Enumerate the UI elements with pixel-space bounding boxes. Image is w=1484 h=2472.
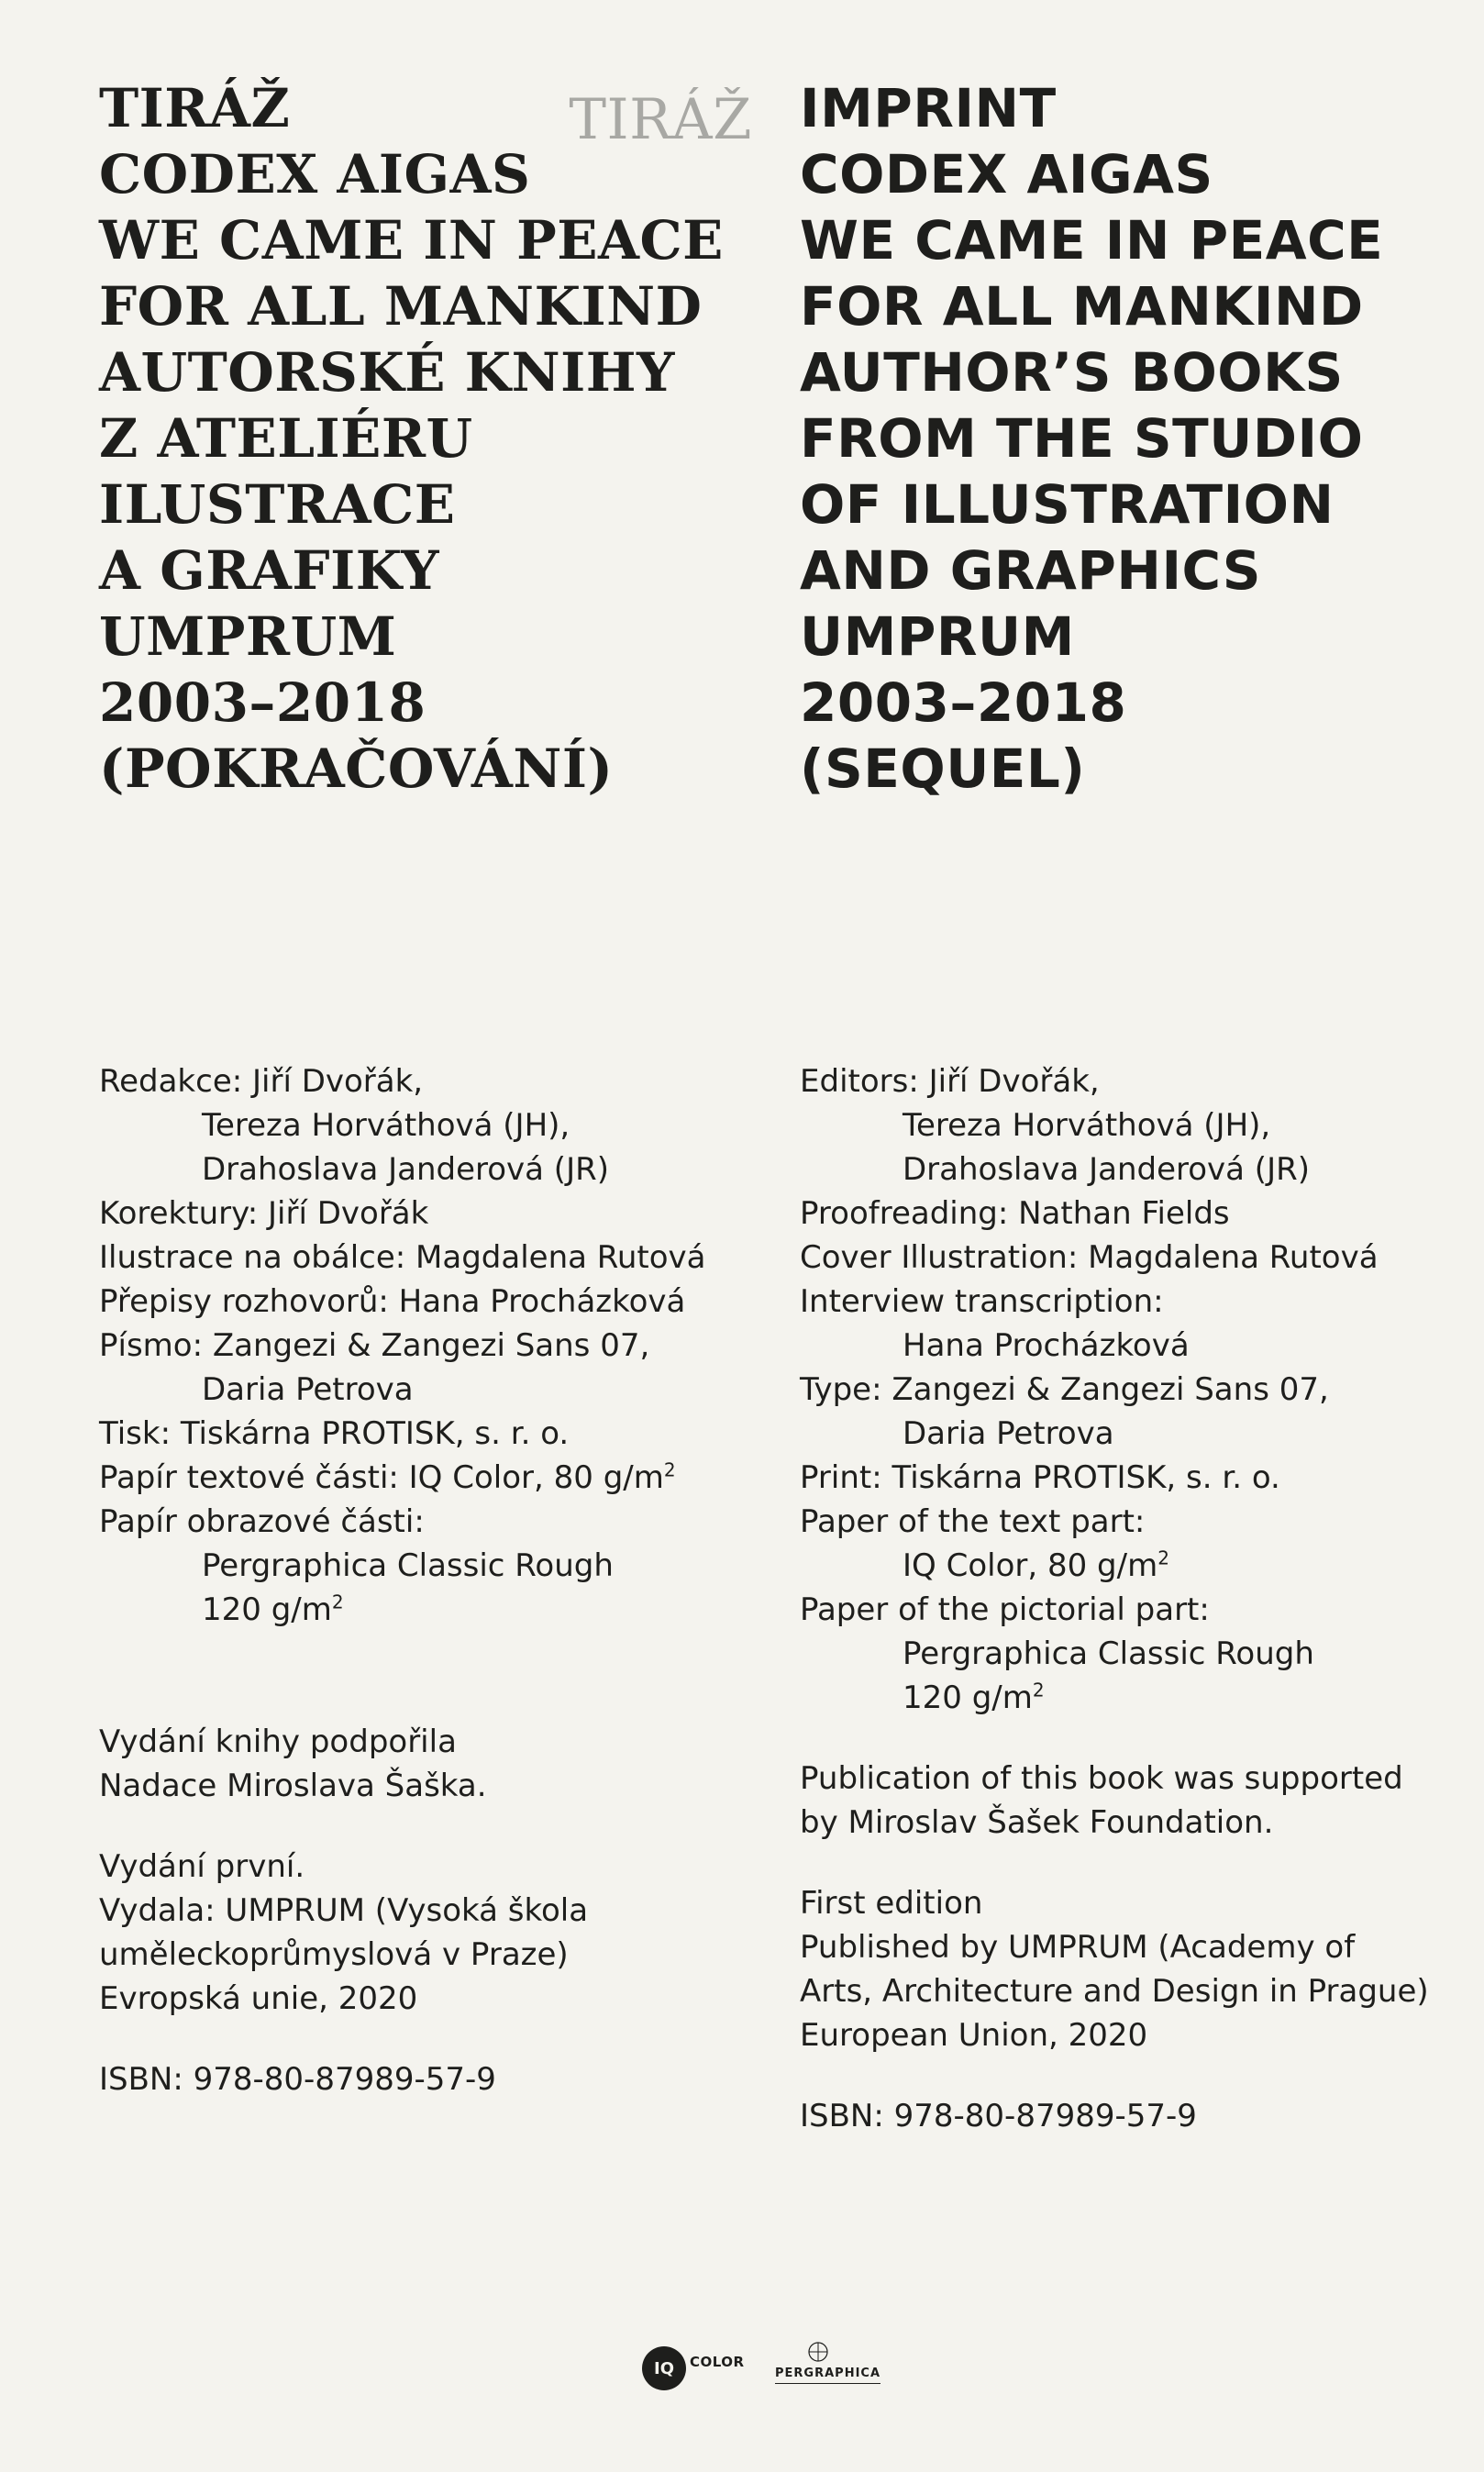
paper-pictorial-line: Pergraphica Classic Rough	[202, 1547, 614, 1584]
paper-pictorial-line: Pergraphica Classic Rough	[903, 1635, 1314, 1672]
title-line: Z ATELIÉRU	[99, 407, 473, 470]
czech-credits	[99, 1059, 706, 2101]
title-line: IMPRINT	[800, 77, 1057, 139]
title-line: FOR ALL MANKIND	[800, 275, 1364, 338]
title-line: TIRÁŽ	[99, 77, 291, 139]
editors-line: Redakce: Jiří Dvořák,	[99, 1063, 424, 1100]
paper-pictorial-line: Papír obrazové části:	[99, 1503, 425, 1540]
typeface-line: Daria Petrova	[202, 1371, 414, 1408]
publisher-line: uměleckoprůmyslová v Praze)	[99, 1936, 569, 1973]
paper-text-line: Papír textové části: IQ Color, 80 $g/m^2$	[99, 1458, 676, 1496]
iq-color-logo: IQ	[642, 2346, 686, 2390]
paper-pictorial-line: 120 $g/m^2$	[903, 1679, 1045, 1716]
show-through-text: TIRÁŽ	[569, 87, 752, 152]
title-line: AUTHOR’S BOOKS	[800, 341, 1344, 404]
cover-illustration-line: Ilustrace na obálce: Magdalena Rutová	[99, 1239, 706, 1276]
support-line: Nadace Miroslava Šaška.	[99, 1768, 487, 1804]
publisher-line: Published by UMPRUM (Academy of	[800, 1929, 1356, 1966]
english-credits	[800, 1059, 1429, 2138]
transcription-line: Přepisy rozhovorů: Hana Procházková	[99, 1283, 686, 1320]
title-line: WE CAME IN PEACE	[99, 209, 724, 272]
paper-pictorial-line: 120 $g/m^2$	[202, 1591, 344, 1628]
publisher-line: Vydala: UMPRUM (Vysoká škola	[99, 1892, 589, 1929]
print-line: Tisk: Tiskárna PROTISK, s. r. o.	[99, 1415, 570, 1452]
edition-line: Vydání první.	[99, 1848, 305, 1885]
title-line: 2003–2018	[800, 671, 1127, 734]
publisher-line: European Union, 2020	[800, 2017, 1148, 2054]
support-line: Publication of this book was supported	[800, 1760, 1403, 1797]
editors-line: Drahoslava Janderová (JR)	[202, 1151, 609, 1188]
paper-logos	[642, 2345, 936, 2400]
title-line: 2003–2018	[99, 671, 426, 734]
print-line: Print: Tiskárna PROTISK, s. r. o.	[800, 1459, 1280, 1496]
title-line: ILUSTRACE	[99, 473, 456, 536]
proofreading-line: Proofreading: Nathan Fields	[800, 1195, 1230, 1232]
transcription-line: Hana Procházková	[903, 1327, 1190, 1364]
publisher-line: Arts, Architecture and Design in Prague)	[800, 1973, 1429, 2010]
paper-text-line: Paper of the text part:	[800, 1503, 1146, 1540]
paper-pictorial-line: Paper of the pictorial part:	[800, 1591, 1210, 1628]
support-line: Vydání knihy podpořila	[99, 1724, 457, 1760]
iq-color-wordmark: COLOR	[690, 2354, 745, 2370]
editors-line: Tereza Horváthová (JH),	[202, 1107, 570, 1144]
editors-line: Editors: Jiří Dvořák,	[800, 1063, 1100, 1100]
pergraphica-logo: PERGRAPHICA	[775, 2367, 880, 2384]
title-line: CODEX AIGAS	[800, 143, 1213, 205]
title-line: CODEX AIGAS	[99, 143, 531, 205]
editors-line: Drahoslava Janderová (JR)	[903, 1151, 1310, 1188]
cover-illustration-line: Cover Illustration: Magdalena Rutová	[800, 1239, 1379, 1276]
title-line: (SEQUEL)	[800, 737, 1086, 800]
title-line: FOR ALL MANKIND	[99, 275, 703, 338]
title-line: FROM THE STUDIO	[800, 407, 1364, 470]
editors-line: Tereza Horváthová (JH),	[903, 1107, 1271, 1144]
english-title	[800, 75, 1383, 802]
edition-line: First edition	[800, 1885, 983, 1922]
typeface-line: Daria Petrova	[903, 1415, 1114, 1452]
typeface-line: Type: Zangezi & Zangezi Sans 07,	[800, 1371, 1329, 1408]
title-line: UMPRUM	[800, 605, 1075, 668]
czech-title	[99, 75, 724, 802]
isbn: ISBN: 978-80-87989-57-9	[800, 2098, 1197, 2134]
title-line: (POKRAČOVÁNÍ)	[99, 737, 614, 800]
transcription-line: Interview transcription:	[800, 1283, 1164, 1320]
title-line: WE CAME IN PEACE	[800, 209, 1384, 272]
publisher-line: Evropská unie, 2020	[99, 1980, 418, 2017]
title-line: OF ILLUSTRATION	[800, 473, 1334, 536]
title-line: AND GRAPHICS	[800, 539, 1261, 602]
support-line: by Miroslav Šašek Foundation.	[800, 1804, 1274, 1841]
title-line: UMPRUM	[99, 605, 397, 668]
pergraphica-emblem-icon	[807, 2341, 829, 2363]
typeface-line: Písmo: Zangezi & Zangezi Sans 07,	[99, 1327, 650, 1364]
paper-text-line: IQ Color, 80 $g/m^2$	[903, 1546, 1169, 1584]
title-line: A GRAFIKY	[99, 539, 439, 602]
proofreading-line: Korektury: Jiří Dvořák	[99, 1195, 429, 1232]
title-line: AUTORSKÉ KNIHY	[99, 341, 675, 404]
isbn: ISBN: 978-80-87989-57-9	[99, 2061, 496, 2098]
